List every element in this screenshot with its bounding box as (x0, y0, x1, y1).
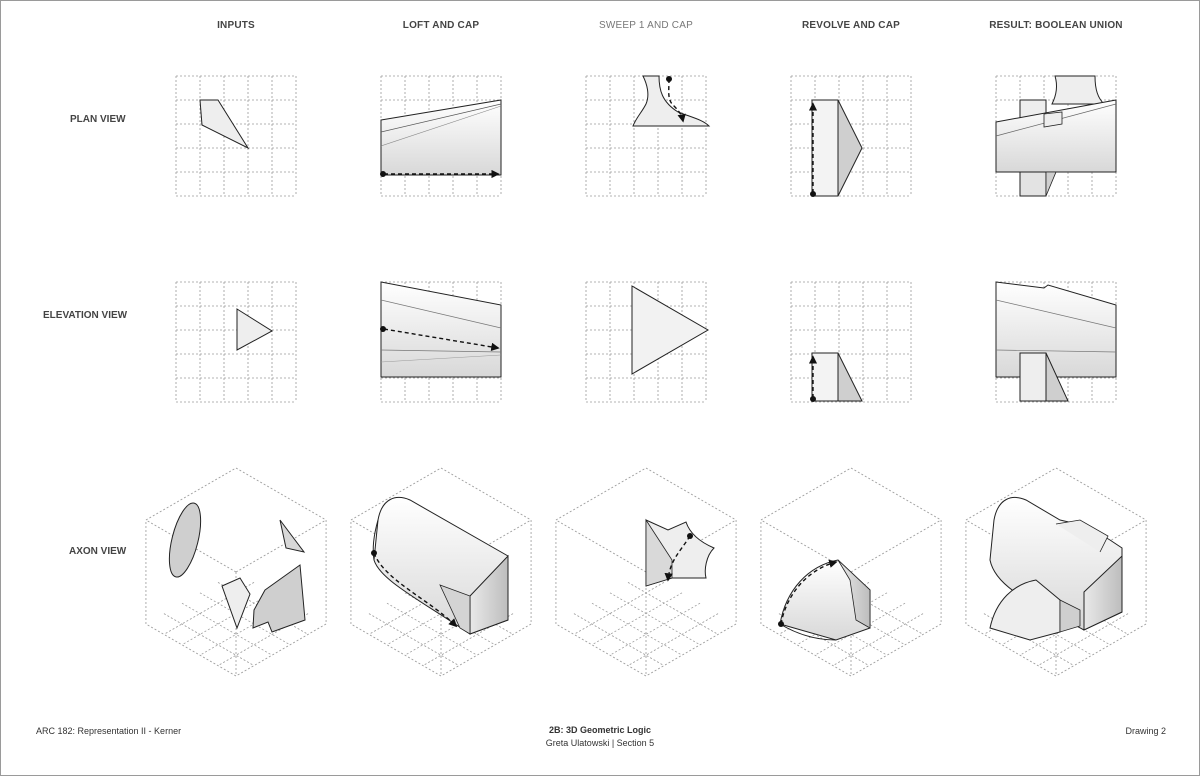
axon-loft-shape (371, 497, 508, 634)
elev-inputs-shape (237, 309, 272, 350)
column-header-revolve: REVOLVE AND CAP (801, 20, 900, 31)
grid-panel (176, 282, 296, 402)
plan-loft-shape (380, 100, 501, 177)
column-header-sweep: SWEEP 1 AND CAP (599, 20, 693, 31)
footer-course: ARC 182: Representation II - Kerner (36, 726, 182, 736)
footer-author: Greta Ulatowski | Section 5 (545, 738, 655, 748)
axon-sweep-shape (646, 520, 714, 586)
plan-sweep-shape (633, 76, 709, 126)
axon-inputs-shapes (163, 500, 305, 632)
elev-result-shape (996, 282, 1116, 401)
footer-drawing-number: Drawing 2 (1125, 726, 1166, 736)
row-header-axon: AXON VIEW (69, 546, 127, 557)
axon-revolve-shape (778, 560, 870, 640)
grid-panel (586, 76, 706, 196)
plan-result-shape (996, 76, 1116, 196)
axon-result-shape (990, 497, 1122, 640)
row-header-elevation: ELEVATION VIEW (43, 310, 128, 321)
elev-sweep-shape (632, 286, 708, 374)
row-header-plan: PLAN VIEW (70, 114, 126, 125)
plan-revolve-shape (810, 100, 862, 197)
column-header-inputs: INPUTS (217, 20, 255, 31)
elev-revolve-shape (810, 353, 862, 402)
column-header-loft: LOFT AND CAP (402, 20, 480, 31)
column-header-result: RESULT: BOOLEAN UNION (989, 20, 1123, 31)
elev-loft-shape (380, 282, 501, 377)
footer-project: 2B: 3D Geometric Logic (548, 725, 652, 735)
